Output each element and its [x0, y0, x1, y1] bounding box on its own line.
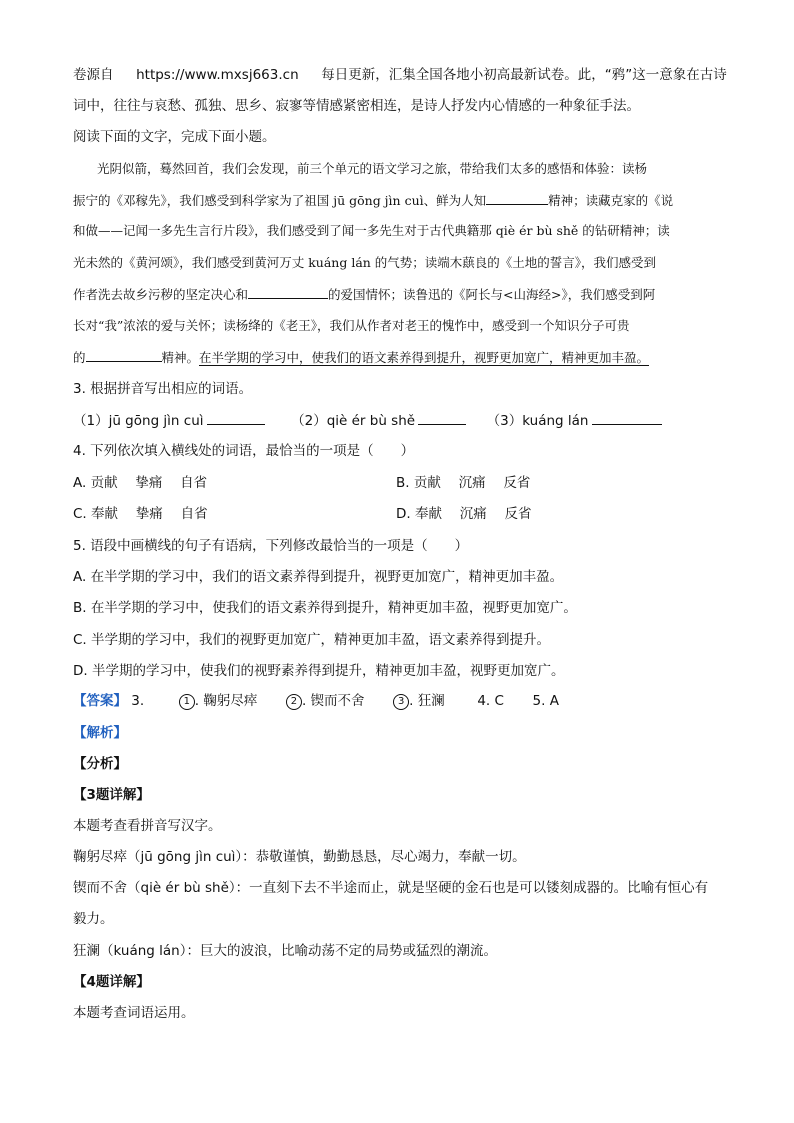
underlined-sentence: 在半学期的学习中，使我们的语文素养得到提升，视野更加宽广，精神更加丰盈。	[199, 350, 650, 365]
passage-line	[73, 348, 649, 367]
answer-5: 5. A	[532, 693, 559, 709]
fill-blank-2[interactable]	[248, 285, 328, 299]
answer-4: 4. C	[477, 693, 504, 709]
passage-line	[73, 191, 673, 210]
answer-3-2: . 锲而不舍	[301, 693, 365, 709]
q3-answer-blank-1[interactable]	[207, 411, 265, 425]
q3-answer-blank-2[interactable]	[418, 411, 466, 425]
q3-item-2: （2）qiè ér bù shě	[291, 413, 416, 429]
fenxi-label: 【分析】	[73, 756, 127, 772]
intro-line-1	[73, 66, 727, 84]
q5-option-c[interactable]: C. 半学期的学习中，我们的视野更加宽广，精神更加丰盈，语文素养得到提升。	[73, 632, 551, 648]
question-3-stem: 3. 根据拼音写出相应的词语。	[73, 381, 253, 397]
word-explanation-2: 锲而不舍（qiè ér bù shě）：一直刻下去不半途而止，就是坚硬的金石也是可以镂刻成器的。比喻有恒心有	[73, 880, 709, 896]
fill-blank-3[interactable]	[86, 348, 162, 362]
circled-number-2: 2	[286, 694, 302, 710]
answer-3-3: . 狂澜	[409, 693, 445, 709]
passage-line: 光未然的《黄河颂》，我们感受到黄河万丈 kuáng lán 的气势；读端木蕻良的《土地的誓言》，我们感受到	[73, 255, 657, 270]
question-3-items	[73, 411, 662, 430]
q4-option-a[interactable]: A. 贡献 挚痛 自省	[73, 475, 208, 491]
analysis-label: 【解析】	[73, 725, 127, 741]
passage-text: 作者洗去故乡污秽的坚定决心和	[73, 287, 249, 302]
source-url[interactable]: https://www.mxsj663.cn	[136, 67, 299, 83]
q5-option-a[interactable]: A. 在半学期的学习中，我们的语文素养得到提升，视野更加宽广，精神更加丰盈。	[73, 569, 564, 585]
passage-text: 振宁的《邓稼先》，我们感受到科学家为了祖国 jū gōng jìn cuì、鲜为人知	[73, 193, 487, 208]
reading-instruction: 阅读下面的文字，完成下面小题。	[73, 129, 276, 145]
passage-text: 精神。	[161, 350, 200, 365]
q4-option-d[interactable]: D. 奉献 沉痛 反省	[396, 506, 532, 522]
q3-detail-intro: 本题考查看拼音写汉字。	[73, 818, 222, 834]
answer-label: 【答案】	[73, 693, 127, 709]
passage-text: 的	[73, 350, 86, 365]
intro-text: 每日更新，汇集全国各地小初高最新试卷。此，“鸦”这一意象在古诗	[321, 67, 727, 83]
question-4-stem: 4. 下列依次填入横线处的词语，最恰当的一项是（ ）	[73, 443, 415, 459]
word-explanation-1: 鞠躬尽瘁（jū gōng jìn cuì）：恭敬谨慎，勤勤恳恳，尽心竭力，奉献一切。	[73, 849, 526, 865]
intro-line-2: 词中，往往与哀愁、孤独、思乡、寂寥等情感紧密相连，是诗人抒发内心情感的一种象征手法。	[73, 98, 640, 114]
passage-text: 的爱国情怀；读鲁迅的《阿长与<山海经>》，我们感受到阿	[328, 287, 656, 302]
circled-number-1: 1	[179, 694, 195, 710]
q4-detail-intro: 本题考查词语运用。	[73, 1005, 195, 1021]
word-explanation-2-cont: 毅力。	[73, 911, 114, 927]
question-5-stem: 5. 语段中画横线的句子有语病，下列修改最恰当的一项是（ ）	[73, 538, 469, 554]
passage-line: 光阴似箭，蓦然回首，我们会发现，前三个单元的语文学习之旅，带给我们太多的感悟和体验：读杨	[97, 161, 648, 176]
q5-option-d[interactable]: D. 半学期的学习中，使我们的视野素养得到提升，精神更加丰盈，视野更加宽广。	[73, 663, 565, 679]
answer-number: 3.	[131, 693, 145, 709]
q3-item-1: （1）jū gōng jìn cuì	[73, 413, 204, 429]
passage-line: 长对“我”浓浓的爱与关怀；读杨绛的《老王》，我们从作者对老王的愧怍中，感受到一个知识分子可贵	[73, 318, 630, 333]
q5-option-b[interactable]: B. 在半学期的学习中，使我们的语文素养得到提升，精神更加丰盈，视野更加宽广。	[73, 600, 577, 616]
q3-detail-heading: 【3题详解】	[73, 787, 150, 803]
intro-text: 卷源自	[73, 67, 114, 83]
q4-detail-heading: 【4题详解】	[73, 974, 150, 990]
q3-item-3: （3）kuáng lán	[486, 413, 589, 429]
circled-number-3: 3	[393, 694, 409, 710]
q4-option-c[interactable]: C. 奉献 挚痛 自省	[73, 506, 208, 522]
passage-line: 和做——记闻一多先生言行片段》，我们感受到了闻一多先生对于古代典籍那 qiè ér bù shě 的钻研精神；读	[73, 223, 670, 238]
passage-line	[73, 285, 655, 304]
answer-3-1: . 鞠躬尽瘁	[194, 693, 258, 709]
word-explanation-3: 狂澜（kuáng lán）：巨大的波浪，比喻动荡不定的局势或猛烈的潮流。	[73, 943, 497, 959]
passage-text: 精神；读藏克家的《说	[548, 193, 674, 208]
q3-answer-blank-3[interactable]	[592, 411, 662, 425]
answer-line	[73, 692, 559, 710]
q4-option-b[interactable]: B. 贡献 沉痛 反省	[396, 475, 531, 491]
fill-blank-1[interactable]	[486, 191, 548, 205]
